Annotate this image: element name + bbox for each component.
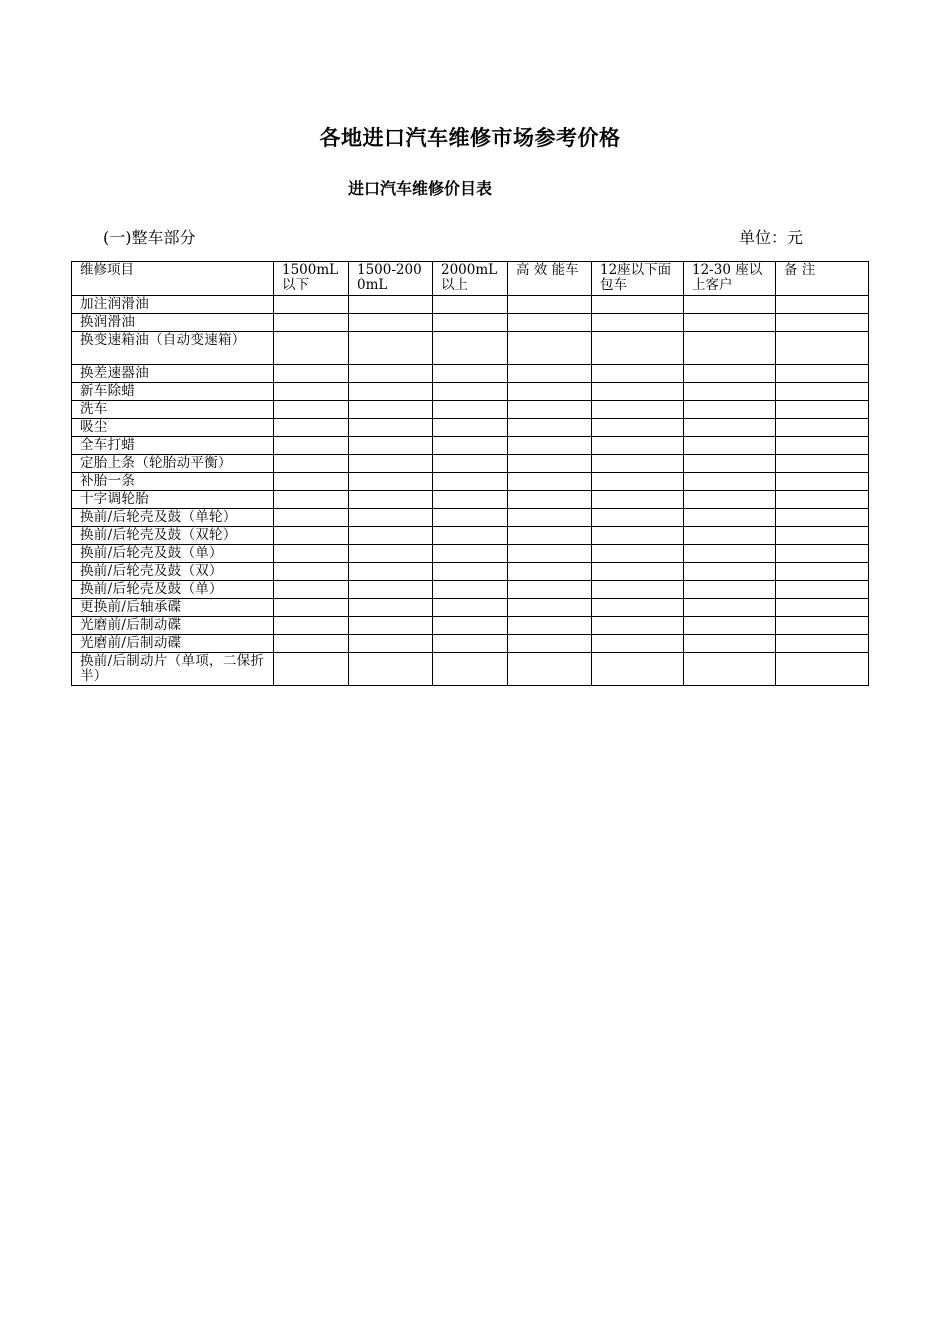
table-cell-empty xyxy=(274,332,349,365)
table-cell-empty xyxy=(776,473,869,491)
table-row xyxy=(72,314,869,332)
table-cell-empty xyxy=(349,599,433,617)
table-cell-empty xyxy=(433,599,508,617)
table-row xyxy=(72,455,869,473)
table-row xyxy=(72,545,869,563)
table-cell-empty xyxy=(274,296,349,314)
column-header-remarks: 备 注 xyxy=(776,262,869,296)
table-row xyxy=(72,473,869,491)
table-cell-empty xyxy=(508,332,592,365)
table-row xyxy=(72,617,869,635)
table-cell-empty xyxy=(349,473,433,491)
table-cell-empty xyxy=(433,455,508,473)
table-cell-empty xyxy=(274,617,349,635)
table-cell-empty xyxy=(274,527,349,545)
table-cell-empty xyxy=(684,437,776,455)
table-cell-empty xyxy=(433,563,508,581)
table-cell-empty xyxy=(592,545,684,563)
table-cell-empty xyxy=(349,509,433,527)
table-cell-empty xyxy=(349,617,433,635)
table-cell-empty xyxy=(508,455,592,473)
table-cell-empty xyxy=(776,401,869,419)
table-cell-empty xyxy=(349,296,433,314)
table-cell-empty xyxy=(776,365,869,383)
table-cell-empty xyxy=(776,653,869,686)
table-cell-empty xyxy=(274,437,349,455)
table-cell-empty xyxy=(684,419,776,437)
table-cell-empty xyxy=(776,419,869,437)
table-cell-empty xyxy=(433,617,508,635)
document-title: 各地进口汽车维修市场参考价格 xyxy=(319,125,621,150)
table-cell-empty xyxy=(684,635,776,653)
table-cell-empty xyxy=(684,617,776,635)
table-cell-empty xyxy=(776,383,869,401)
table-cell-empty xyxy=(508,314,592,332)
table-cell-empty xyxy=(776,635,869,653)
table-cell-empty xyxy=(433,473,508,491)
table-cell-empty xyxy=(508,365,592,383)
table-cell-item: 新车除蜡 xyxy=(72,383,274,401)
table-cell-empty xyxy=(433,581,508,599)
table-cell-empty xyxy=(508,509,592,527)
table-cell-empty xyxy=(349,314,433,332)
table-cell-empty xyxy=(274,419,349,437)
table-cell-item: 定胎上条（轮胎动平衡） xyxy=(72,455,274,473)
table-cell-empty xyxy=(508,491,592,509)
table-row xyxy=(72,365,869,383)
table-cell-item: 换前/后轮壳及鼓（单） xyxy=(72,545,274,563)
table-row xyxy=(72,332,869,365)
table-cell-empty xyxy=(349,545,433,563)
table-cell-empty xyxy=(776,581,869,599)
table-cell-empty xyxy=(684,653,776,686)
table-cell-empty xyxy=(776,491,869,509)
section-label: (一)整车部分 xyxy=(103,228,196,247)
table-cell-empty xyxy=(433,653,508,686)
table-cell-empty xyxy=(776,314,869,332)
table-cell-empty xyxy=(349,437,433,455)
document-subtitle: 进口汽车维修价目表 xyxy=(347,179,492,198)
column-header-item: 维修项目 xyxy=(72,262,274,296)
table-cell-empty xyxy=(433,314,508,332)
table-cell-empty xyxy=(592,383,684,401)
table-cell-item: 更换前/后轴承碟 xyxy=(72,599,274,617)
table-cell-empty xyxy=(433,437,508,455)
table-cell-empty xyxy=(508,527,592,545)
table-cell-item: 换前/后轮壳及鼓（单） xyxy=(72,581,274,599)
table-cell-empty xyxy=(776,332,869,365)
table-row xyxy=(72,491,869,509)
table-cell-empty xyxy=(684,365,776,383)
table-cell-empty xyxy=(684,455,776,473)
table-cell-empty xyxy=(274,365,349,383)
table-cell-empty xyxy=(349,365,433,383)
table-cell-empty xyxy=(592,617,684,635)
table-cell-empty xyxy=(433,332,508,365)
table-cell-empty xyxy=(592,599,684,617)
column-header-under-1500ml: 1500mL以下 xyxy=(274,262,349,296)
table-cell-empty xyxy=(684,314,776,332)
table-cell-item: 洗车 xyxy=(72,401,274,419)
table-cell-item: 补胎一条 xyxy=(72,473,274,491)
table-cell-empty xyxy=(776,617,869,635)
table-cell-item: 换前/后轮壳及鼓（单轮） xyxy=(72,509,274,527)
table-cell-item: 光磨前/后制动碟 xyxy=(72,635,274,653)
table-cell-empty xyxy=(684,332,776,365)
table-cell-empty xyxy=(433,527,508,545)
column-header-minibus: 12座以下面包车 xyxy=(592,262,684,296)
table-cell-empty xyxy=(592,491,684,509)
table-cell-empty xyxy=(776,437,869,455)
table-cell-empty xyxy=(274,314,349,332)
table-cell-empty xyxy=(684,599,776,617)
table-cell-empty xyxy=(349,527,433,545)
table-cell-empty xyxy=(684,527,776,545)
table-cell-empty xyxy=(349,383,433,401)
table-cell-empty xyxy=(508,419,592,437)
table-cell-empty xyxy=(592,473,684,491)
table-cell-empty xyxy=(274,509,349,527)
table-cell-empty xyxy=(776,296,869,314)
table-cell-empty xyxy=(508,383,592,401)
table-cell-empty xyxy=(274,491,349,509)
table-cell-empty xyxy=(508,545,592,563)
table-cell-empty xyxy=(684,491,776,509)
table-cell-empty xyxy=(684,473,776,491)
table-cell-empty xyxy=(684,296,776,314)
table-cell-empty xyxy=(592,527,684,545)
table-cell-empty xyxy=(684,509,776,527)
table-cell-empty xyxy=(508,653,592,686)
table-cell-empty xyxy=(433,491,508,509)
table-cell-empty xyxy=(433,365,508,383)
table-cell-item: 换前/后轮壳及鼓（双） xyxy=(72,563,274,581)
table-cell-empty xyxy=(274,545,349,563)
table-cell-empty xyxy=(274,653,349,686)
table-cell-empty xyxy=(274,599,349,617)
table-cell-empty xyxy=(349,635,433,653)
table-cell-empty xyxy=(349,491,433,509)
table-cell-item: 吸尘 xyxy=(72,419,274,437)
table-row xyxy=(72,437,869,455)
table-cell-empty xyxy=(508,473,592,491)
table-cell-empty xyxy=(592,653,684,686)
table-cell-empty xyxy=(433,296,508,314)
table-cell-empty xyxy=(684,383,776,401)
table-row xyxy=(72,509,869,527)
table-cell-empty xyxy=(349,419,433,437)
table-cell-item: 换差速器油 xyxy=(72,365,274,383)
table-cell-item: 换前/后轮壳及鼓（双轮） xyxy=(72,527,274,545)
table-cell-empty xyxy=(684,563,776,581)
table-cell-empty xyxy=(274,401,349,419)
table-cell-empty xyxy=(274,455,349,473)
table-cell-item: 加注润滑油 xyxy=(72,296,274,314)
table-cell-item: 十字调轮胎 xyxy=(72,491,274,509)
table-cell-empty xyxy=(274,563,349,581)
table-cell-empty xyxy=(349,332,433,365)
table-row xyxy=(72,383,869,401)
column-header-high-performance: 高 效 能车 xyxy=(508,262,592,296)
table-cell-empty xyxy=(433,509,508,527)
table-cell-empty xyxy=(433,401,508,419)
table-cell-empty xyxy=(592,455,684,473)
table-cell-empty xyxy=(592,581,684,599)
table-cell-empty xyxy=(433,383,508,401)
table-cell-empty xyxy=(508,635,592,653)
table-cell-empty xyxy=(508,599,592,617)
table-cell-empty xyxy=(349,581,433,599)
table-cell-empty xyxy=(776,599,869,617)
section-header-row xyxy=(103,225,803,249)
table-cell-item: 换润滑油 xyxy=(72,314,274,332)
table-row xyxy=(72,527,869,545)
table-cell-empty xyxy=(592,635,684,653)
unit-label: 单位：元 xyxy=(738,228,803,247)
table-cell-empty xyxy=(508,563,592,581)
table-row xyxy=(72,563,869,581)
table-cell-empty xyxy=(776,455,869,473)
table-cell-empty xyxy=(349,401,433,419)
table-cell-empty xyxy=(508,581,592,599)
column-header-1500-2000ml: 1500-2000mL xyxy=(349,262,433,296)
table-cell-empty xyxy=(684,545,776,563)
table-row xyxy=(72,581,869,599)
table-cell-empty xyxy=(433,419,508,437)
table-cell-empty xyxy=(274,383,349,401)
table-cell-empty xyxy=(776,563,869,581)
table-cell-empty xyxy=(349,455,433,473)
table-cell-empty xyxy=(592,419,684,437)
table-cell-empty xyxy=(274,581,349,599)
table-cell-empty xyxy=(433,545,508,563)
table-cell-empty xyxy=(592,314,684,332)
table-cell-item: 光磨前/后制动碟 xyxy=(72,617,274,635)
table-header-row xyxy=(72,262,869,296)
table-row xyxy=(72,296,869,314)
table-cell-item: 全车打蜡 xyxy=(72,437,274,455)
table-cell-empty xyxy=(776,527,869,545)
table-cell-empty xyxy=(433,635,508,653)
table-row xyxy=(72,401,869,419)
table-cell-empty xyxy=(776,545,869,563)
table-cell-empty xyxy=(592,401,684,419)
price-table xyxy=(71,261,869,686)
table-cell-empty xyxy=(592,365,684,383)
table-cell-empty xyxy=(508,617,592,635)
table-cell-item: 换变速箱油（自动变速箱） xyxy=(72,332,274,365)
table-row xyxy=(72,635,869,653)
table-cell-empty xyxy=(349,563,433,581)
table-row xyxy=(72,653,869,686)
column-header-over-2000ml: 2000mL以上 xyxy=(433,262,508,296)
table-body xyxy=(72,296,869,686)
table-cell-empty xyxy=(684,581,776,599)
table-cell-empty xyxy=(274,635,349,653)
table-cell-item: 换前/后制动片（单项，二保折半） xyxy=(72,653,274,686)
table-row xyxy=(72,599,869,617)
table-cell-empty xyxy=(592,296,684,314)
table-cell-empty xyxy=(508,437,592,455)
table-cell-empty xyxy=(592,332,684,365)
table-cell-empty xyxy=(349,653,433,686)
table-row xyxy=(72,419,869,437)
table-cell-empty xyxy=(776,509,869,527)
table-cell-empty xyxy=(592,437,684,455)
table-cell-empty xyxy=(592,509,684,527)
table-cell-empty xyxy=(684,401,776,419)
table-cell-empty xyxy=(508,296,592,314)
table-cell-empty xyxy=(274,473,349,491)
column-header-coach: 12-30 座以上客户 xyxy=(684,262,776,296)
table-cell-empty xyxy=(592,563,684,581)
table-cell-empty xyxy=(508,401,592,419)
